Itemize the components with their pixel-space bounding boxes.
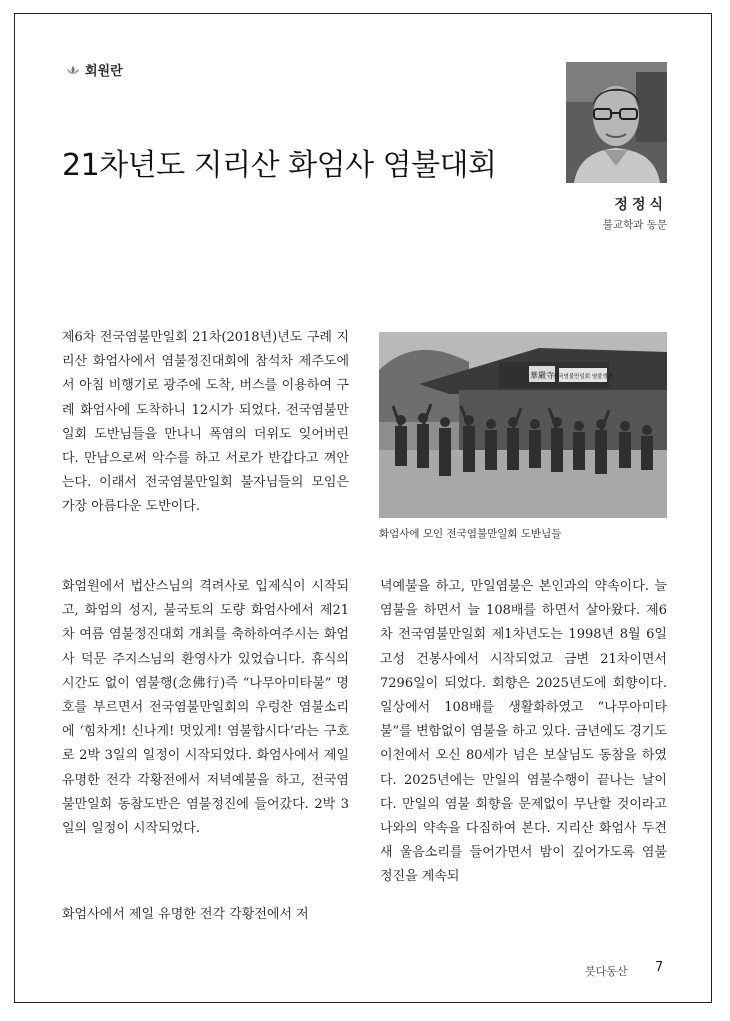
intro-paragraph: 제6차 전국염불만일회 21차(2018년)년도 구례 지리산 화엄사에서 염불정진대회에 참석차 제주도에서 아침 비행기로 광주에 도착, 버스를 이용하여 구례 화엄사에 도착하니 12시가 되었다. 전국염불만일회 도반님들을 만나니 폭염의 더위도 잊어버린다. 만남으로써 악수를 하고 서로가 반갑다고 껴안는다. 이래서 전국염불만일회 불자님들의 모임은 가장 아름다운 도반이다. (62, 330, 349, 515)
photo-caption: 화엄사에 모인 전국염불만일회 도반님들 (379, 528, 562, 540)
body-paragraph-3: 화엄사에서 제일 유명한 전각 각황전에서 저 (62, 907, 309, 922)
body-paragraph-2: 화엄원에서 법산스님의 격려사로 입제식이 시작되고, 화엄의 성지, 불국토의 도량 화엄사에서 제21차 여름 염불정진대회 개최를 축하하여주시는 화엄사 덕문 주지스님의 환영사가 있었습니다. 휴식의 시간도 없이 염불행(念佛行)즉 “나무아미타불” 명호를 부르면서 전국염불만일회의 우렁찬 염불소리에 ‘힘차게! 신나게! 멋있게! 염불합시다’라는 구호로 2박 3일의 일정이 시작되었다. 화엄사에서 제일 유명한 전각 각황전에서 저녁예불을 하고, 전국염불만일회 동참도반은 염불정진에 들어갔다. 2박 3일의 일정이 시작되었다. (62, 579, 349, 837)
footer-brand: 붓다동산 (585, 965, 628, 978)
body-paragraph-right: 녁예불을 하고, 만일염불은 본인과의 약속이다. 늘 염불을 하면서 늘 108배를 하면서 살아왔다. 제6차 전국염불만일회 제1차년도는 1998년 8월 6일 고성 건봉사에서 시작되었고 금변 21차이면서 7296일이 되었다. 회향은 2025년도에 회향이다. 일상에서 108배를 생활화하였고 “나무아미타불”를 변함없이 염불을 하고 있다. 금년에도 경기도 이천에서 오신 80세가 넘은 보살님도 동참을 하였다. 2025년에는 만일의 염불수행이 끝나는 날이다. 만일의 염불 회향을 문제없이 무난할 것이라고 나와의 약속을 다짐하여 본다. 지리산 화엄사 두견새 울음소리를 들어가면서 밤이 깊어가도록 염불 정진을 계속되 (380, 579, 667, 885)
author-name: 정정식 (614, 197, 667, 213)
group-photo (379, 332, 667, 518)
temple-sign-1: 華嚴寺 (530, 371, 554, 380)
author-affiliation: 불교학과 동문 (602, 219, 667, 231)
author-portrait (566, 62, 667, 183)
page-number: 7 (655, 960, 664, 975)
lotus-icon (66, 65, 80, 75)
article-title: 21차년도 지리산 화엄사 염불대회 (62, 148, 497, 183)
temple-sign-2: 전국염불만일회 염불정진 (552, 374, 614, 380)
section-label (66, 60, 123, 79)
section-label-text: 회원란 (85, 64, 123, 79)
